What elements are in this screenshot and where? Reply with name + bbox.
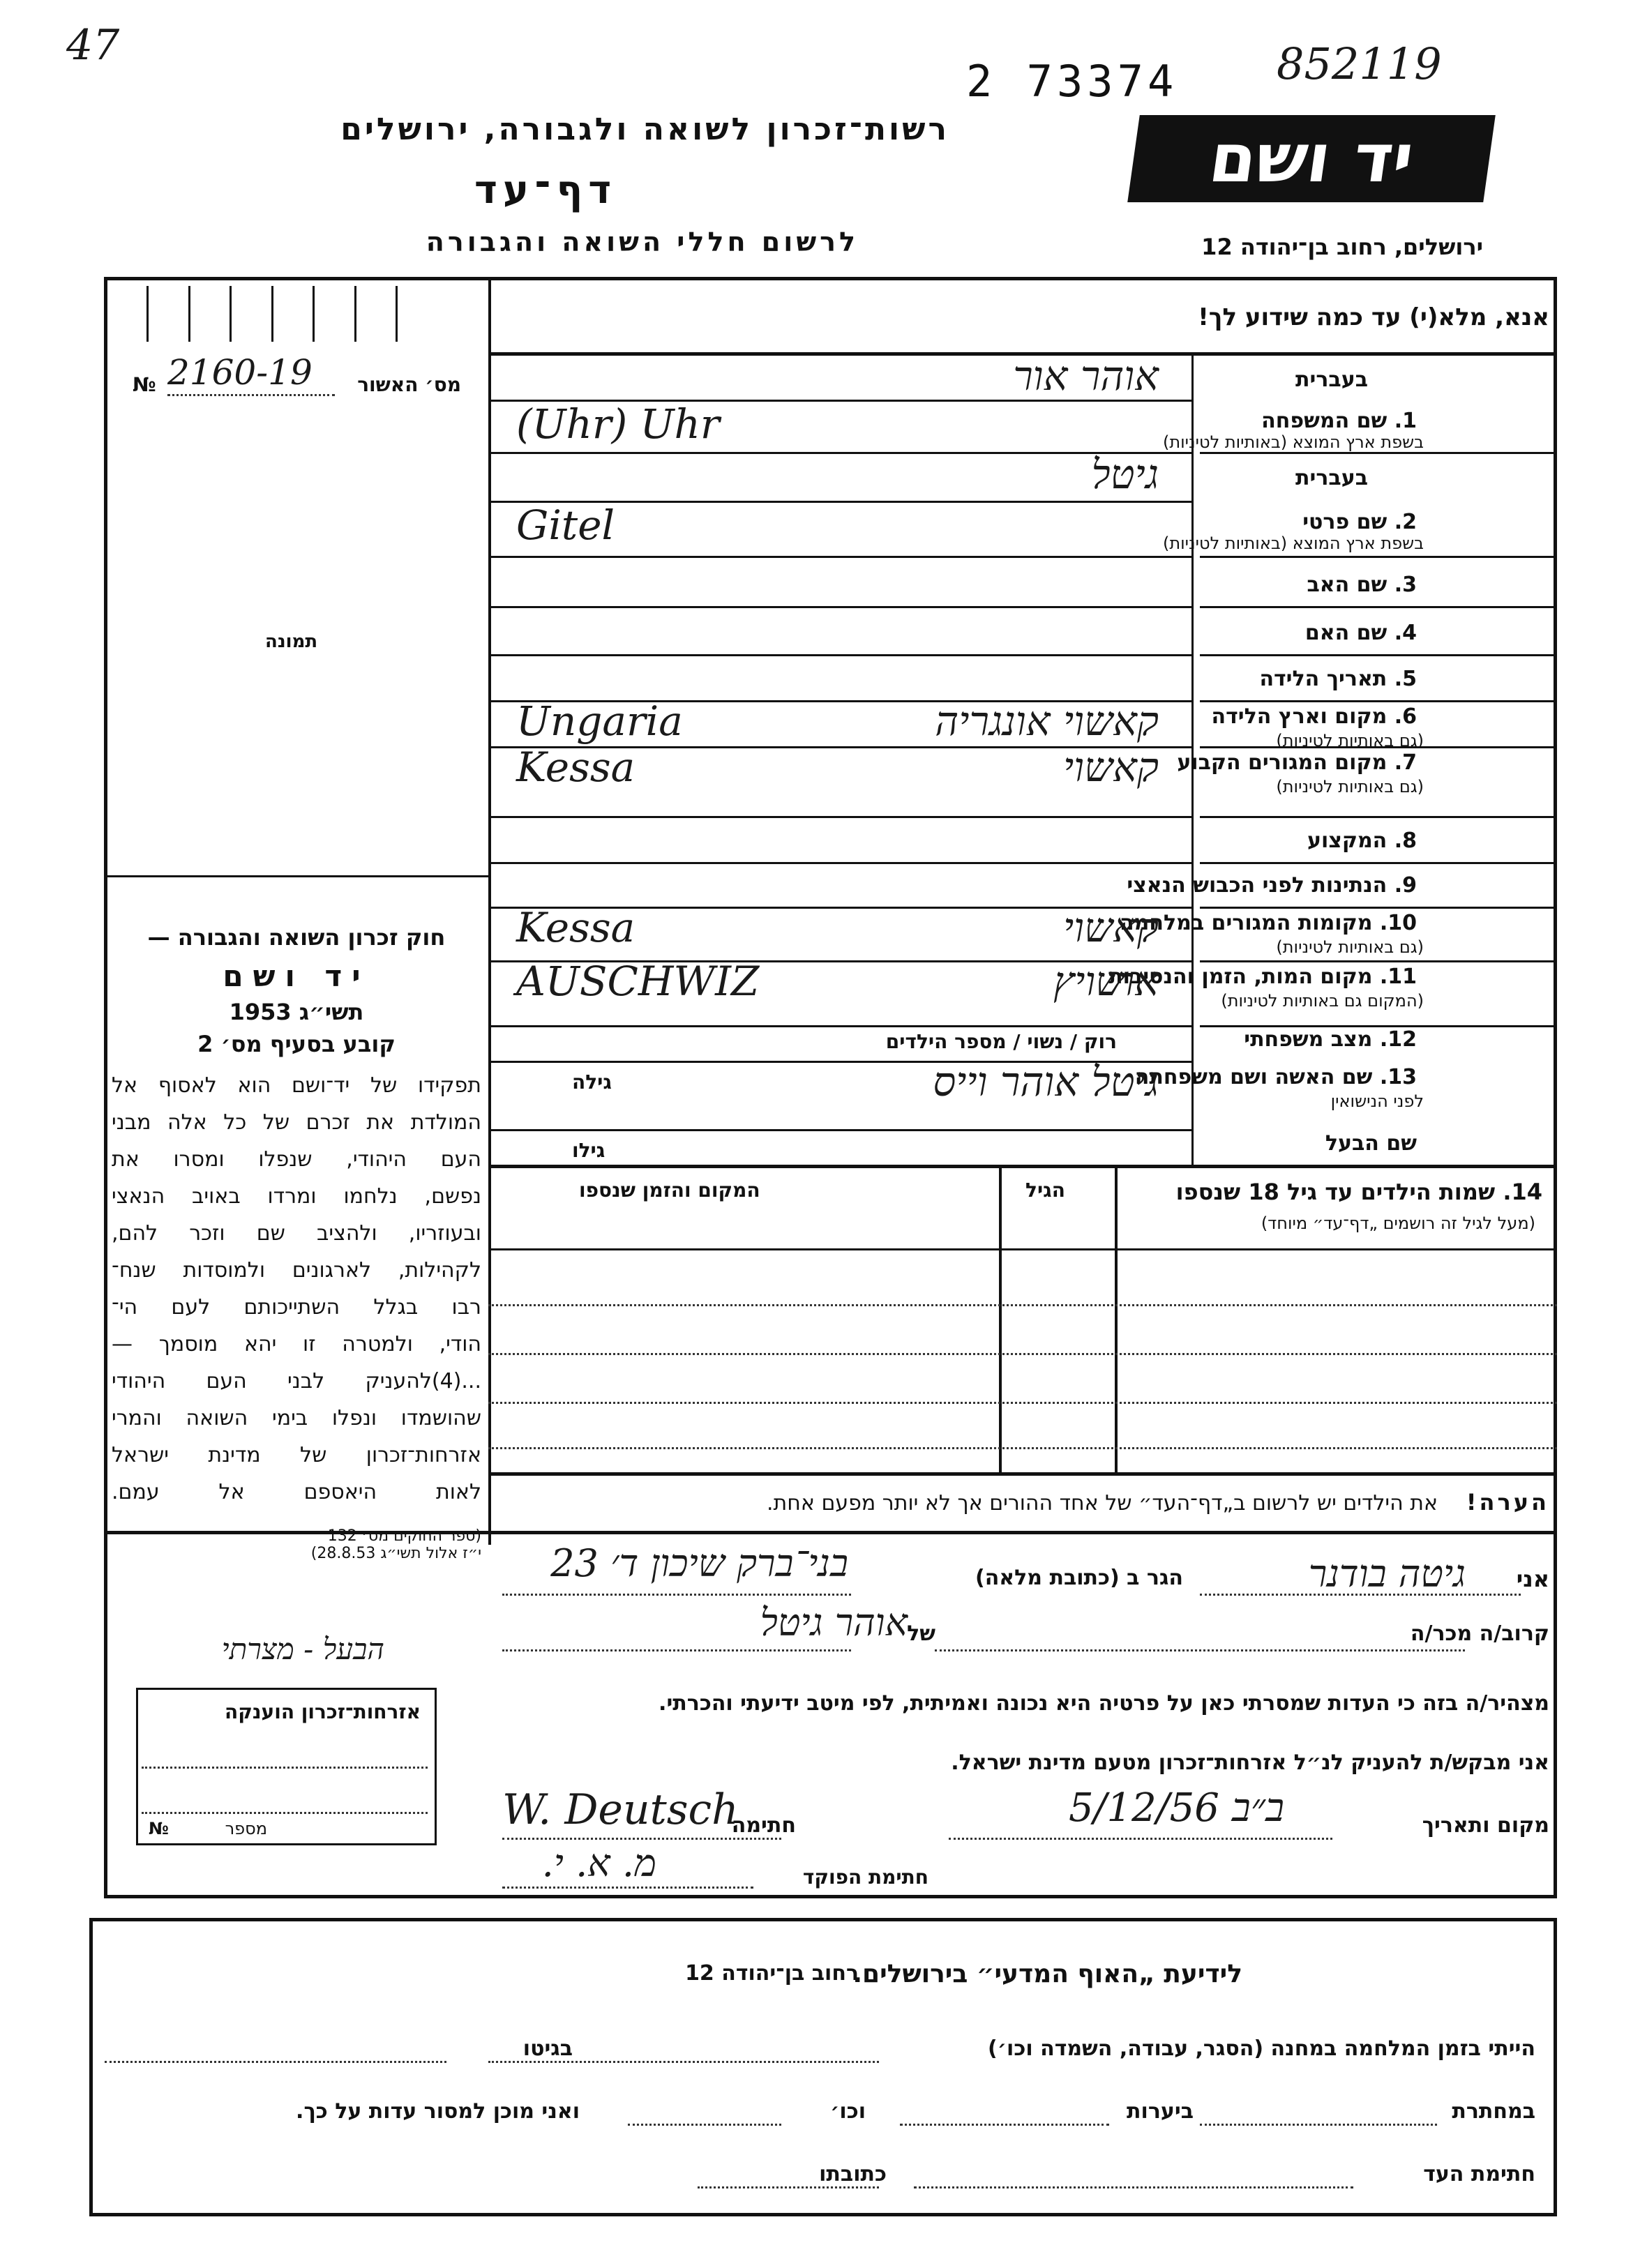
law-text-line: לאות היאספם אל עמם. (112, 1480, 481, 1504)
place-time-header: המקום והזמן שנספו (579, 1179, 760, 1202)
note-text: את הילדים יש לרשום ב„דף־העד״ של אחד ההורים אך לא יותר מפעם אחת. (767, 1491, 1438, 1515)
forests-field[interactable] (900, 2124, 1109, 2126)
citizenship-no-sign: № (149, 1819, 169, 1838)
law-reference-1: (ספר החוקים מס׳ 132 (327, 1527, 481, 1545)
witness-signature-label: חתימת העד (1423, 2162, 1535, 2186)
law-name: יד ושם (223, 959, 370, 993)
field-sublabel: (גם באותיות לטיניות) (1276, 731, 1424, 750)
camp-field[interactable] (488, 2061, 879, 2063)
of-label: של (907, 1621, 935, 1646)
field-label: 4. שם האם (1304, 621, 1417, 645)
field-label: 3. שם האב (1307, 573, 1417, 597)
relation-label: קרוב/ה מכר/ה (1410, 1621, 1549, 1646)
i-label: אני (1516, 1566, 1549, 1592)
signature-label: חתימה (731, 1813, 796, 1838)
field-label: 10. מקומות המגורים במלחמה (1120, 911, 1417, 935)
approval-number: 2160-19 (167, 352, 313, 393)
child-row[interactable] (488, 1402, 1557, 1404)
field-sublabel: בשפת ארץ המוצא (באותיות לטיניות) (1163, 533, 1424, 553)
citizenship-number-label: מספר (225, 1819, 267, 1838)
witness-signature-field[interactable] (914, 2186, 1353, 2188)
children-label: 14. שמות הילדים עד גיל 18 שנספו (1175, 1179, 1542, 1205)
note-label: הערה! (1466, 1489, 1549, 1515)
hebrew-label: בעברית (1295, 466, 1368, 490)
place-date-label: מקום ותאריך (1422, 1813, 1549, 1838)
place-date-value[interactable]: ב״ב 5/12/56 (1069, 1785, 1284, 1831)
underground-label: במחתרת (1452, 2099, 1535, 2124)
field-label: 12. מצב משפחתי (1244, 1027, 1417, 1052)
law-title: חוק זכרון השואה והגבורה — (147, 924, 446, 951)
law-text-line: נפשם, נלחמו ומרדו באויב הנאצי (112, 1184, 481, 1209)
field-label: שם הבעל (1325, 1131, 1417, 1156)
field-value-hebrew[interactable]: גיטל אוהר וייס (933, 1058, 1159, 1105)
field-value-latin[interactable]: Kessa (516, 904, 636, 951)
etc-field[interactable] (628, 2124, 781, 2126)
law-text (112, 1067, 481, 1511)
law-excerpt (112, 924, 481, 1562)
camp-line: הייתי בזמן המלחמה במחנה (הסגר, עבודה, השמדה וכו׳) (988, 2036, 1535, 2061)
address-value-2[interactable]: הבעל - מצרתי (221, 1632, 384, 1666)
bottom-title: לידיעת „האוף המדעי״ בירושלים. (852, 1960, 1242, 1988)
field-sublabel: (גם באותיות לטיניות) (1276, 777, 1424, 796)
witness-signature[interactable]: W. Deutsch (502, 1785, 739, 1834)
age-label: גילו (572, 1139, 606, 1162)
field-label: 1. שם המשפחה (1261, 408, 1417, 433)
officer-signature[interactable]: מ. א. י. (541, 1841, 656, 1885)
approval-no-sign: № (133, 373, 156, 396)
law-reference-2: י״ז אלול תשי״ג 28.8.53) (310, 1545, 481, 1562)
hebrew-label: בעברית (1295, 368, 1368, 392)
law-text-line: המולדת את זכרם של כל אלה מבני (112, 1110, 481, 1135)
field-label: 5. תאריך הלידה (1259, 667, 1417, 691)
field-sublabel: (המקום גם באותיות לטיניות) (1221, 991, 1424, 1011)
yad-vashem-logo: יד ושם (1127, 115, 1496, 202)
etc-label: וכו׳ (830, 2099, 866, 2124)
ghetto-label: בגיטו (522, 2036, 573, 2061)
field-sublabel: (גם באותיות לטיניות) (1276, 937, 1424, 957)
bottom-address: רחוב בן־יהודה 12 (685, 1961, 859, 1986)
field-label: 13. שם האשה ושם משפחתה (1134, 1065, 1417, 1089)
field-label: 2. שם פרטי (1302, 509, 1417, 534)
declaration-statement: מצהיר/ה בזה כי העדות שמסרתי כאן על פרטיה היא נכונה ואמיתית, לפי מיטב ידיעתי והכרתי. (659, 1691, 1549, 1716)
field-value-latin[interactable]: Gitel (516, 501, 615, 549)
field-sublabel: לפני הנישואין (1330, 1091, 1424, 1111)
form-title: דף־עד (474, 167, 617, 213)
photo-placeholder-label: תמונה (265, 631, 318, 652)
field-value-latin[interactable]: (Uhr) Uhr (516, 400, 720, 448)
officer-signature-label: חתימת הפוקד (802, 1866, 928, 1889)
law-text-line: הודי, ולמטרה זו יהא מוסמך — (112, 1332, 481, 1356)
law-text-line: תפקידו של יד־ושם הוא לאסוף אל (112, 1073, 481, 1098)
field-label: 11. מקום המות, הזמן והנסיבות (1108, 965, 1417, 989)
citizenship-box (136, 1688, 437, 1845)
witness-address-label: כתובתו (819, 2162, 887, 2186)
underground-field[interactable] (1200, 2124, 1437, 2126)
law-text-line: אזרחות־זכרון של מדינת ישראל (112, 1443, 481, 1467)
forests-label: ביערות (1127, 2099, 1194, 2124)
field-sublabel: בשפת ארץ המוצא (באותיות לטיניות) (1163, 432, 1424, 452)
approval-label: מס׳ האשור (357, 373, 461, 396)
header-address: ירושלים, רחוב בן־יהודה 12 (1201, 234, 1483, 260)
field-value-hebrew[interactable]: קאשוי (1063, 743, 1159, 791)
law-text-line: רבו בגלל השתייכותם לעם הי־ (112, 1295, 481, 1320)
field-value-hebrew[interactable]: קאשוי אונגריה (935, 697, 1159, 745)
law-text-line: ובעוזריו, ולהציב שם וזכר להם, (112, 1221, 481, 1246)
witness-address-field[interactable] (698, 2186, 879, 2188)
field-label: 6. מקום וארץ הלידה (1211, 704, 1417, 729)
children-sub: (מעל לגיל זה רושמים „דף־עד״ מיוחד) (1261, 1214, 1535, 1233)
field-value-hebrew[interactable]: אושויץ (1053, 958, 1159, 1005)
field-value-latin[interactable]: AUSCHWIZ (516, 958, 760, 1005)
field-value-latin[interactable]: Kessa (516, 743, 636, 791)
field-value-hebrew[interactable]: אוהר אור (1013, 352, 1159, 400)
law-year: תשי״ג 1953 (229, 999, 364, 1025)
field-label: 9. הנתינות לפני הכבוש הנאצי (1127, 873, 1417, 898)
citizenship-box-title: אזרחות־זכרון הוענקה (225, 1700, 421, 1723)
child-row[interactable] (488, 1353, 1557, 1355)
law-text-line: ...(4)להעניק לבני העם היהודי (112, 1369, 481, 1393)
field-value-latin[interactable]: Ungaria (516, 697, 683, 745)
law-text-line: לקהילות, לארגונים ולמוסדות שנח־ (112, 1258, 481, 1283)
law-text-line: העם היהודי, שנפלו ומסרו את (112, 1147, 481, 1172)
handwritten-reference: 852119 (1277, 38, 1442, 89)
instruction-text: אנא, מלא(י) עד כמה שידוע לך! (1198, 303, 1549, 331)
child-row[interactable] (488, 1304, 1557, 1306)
age-header: הגיל (1025, 1179, 1065, 1202)
field-label: 7. מקום המגורים הקבוע (1177, 750, 1417, 775)
approval-boxes (146, 286, 398, 342)
relation-value[interactable]: אוהר גיטל (760, 1601, 908, 1645)
authority-name: רשות־זכרון לשואה ולגבורה, ירושלים (340, 112, 949, 147)
ready-text: ואני מוכן למסור עדות על כך. (296, 2099, 580, 2124)
citizenship-request: אני מבקש/ת להעניק לנ״ל אזרחות־זכרון מטעם מדינת ישראל. (951, 1751, 1549, 1775)
law-text-line: שהושמדו ונפלו בימי השואה והמרי (112, 1406, 481, 1430)
page-number-annotation: 47 (66, 21, 120, 70)
address-value[interactable]: בני־ברק שיכון ד׳ 23 (550, 1541, 848, 1585)
record-number: 2 73374 (966, 56, 1178, 107)
resident-label: הגר ב (כתובת מלאה) (975, 1566, 1183, 1590)
field-value-hebrew[interactable]: גיטל (1091, 451, 1159, 498)
form-subtitle: לרשום חללי השואה והגבורה (426, 227, 859, 257)
ghetto-field[interactable] (105, 2061, 446, 2063)
witness-name[interactable]: גיטה בודנר (1308, 1552, 1466, 1596)
marital-status-options[interactable]: רוק / נשוי / מספר הילדים (885, 1030, 1117, 1053)
child-row[interactable] (488, 1447, 1557, 1449)
field-value-hebrew[interactable]: קאשוי (1063, 904, 1159, 951)
age-label: גילה (572, 1071, 612, 1094)
field-label: 8. המקצוע (1307, 829, 1417, 853)
law-section: קובע בסעיף מס׳ 2 (197, 1031, 396, 1057)
